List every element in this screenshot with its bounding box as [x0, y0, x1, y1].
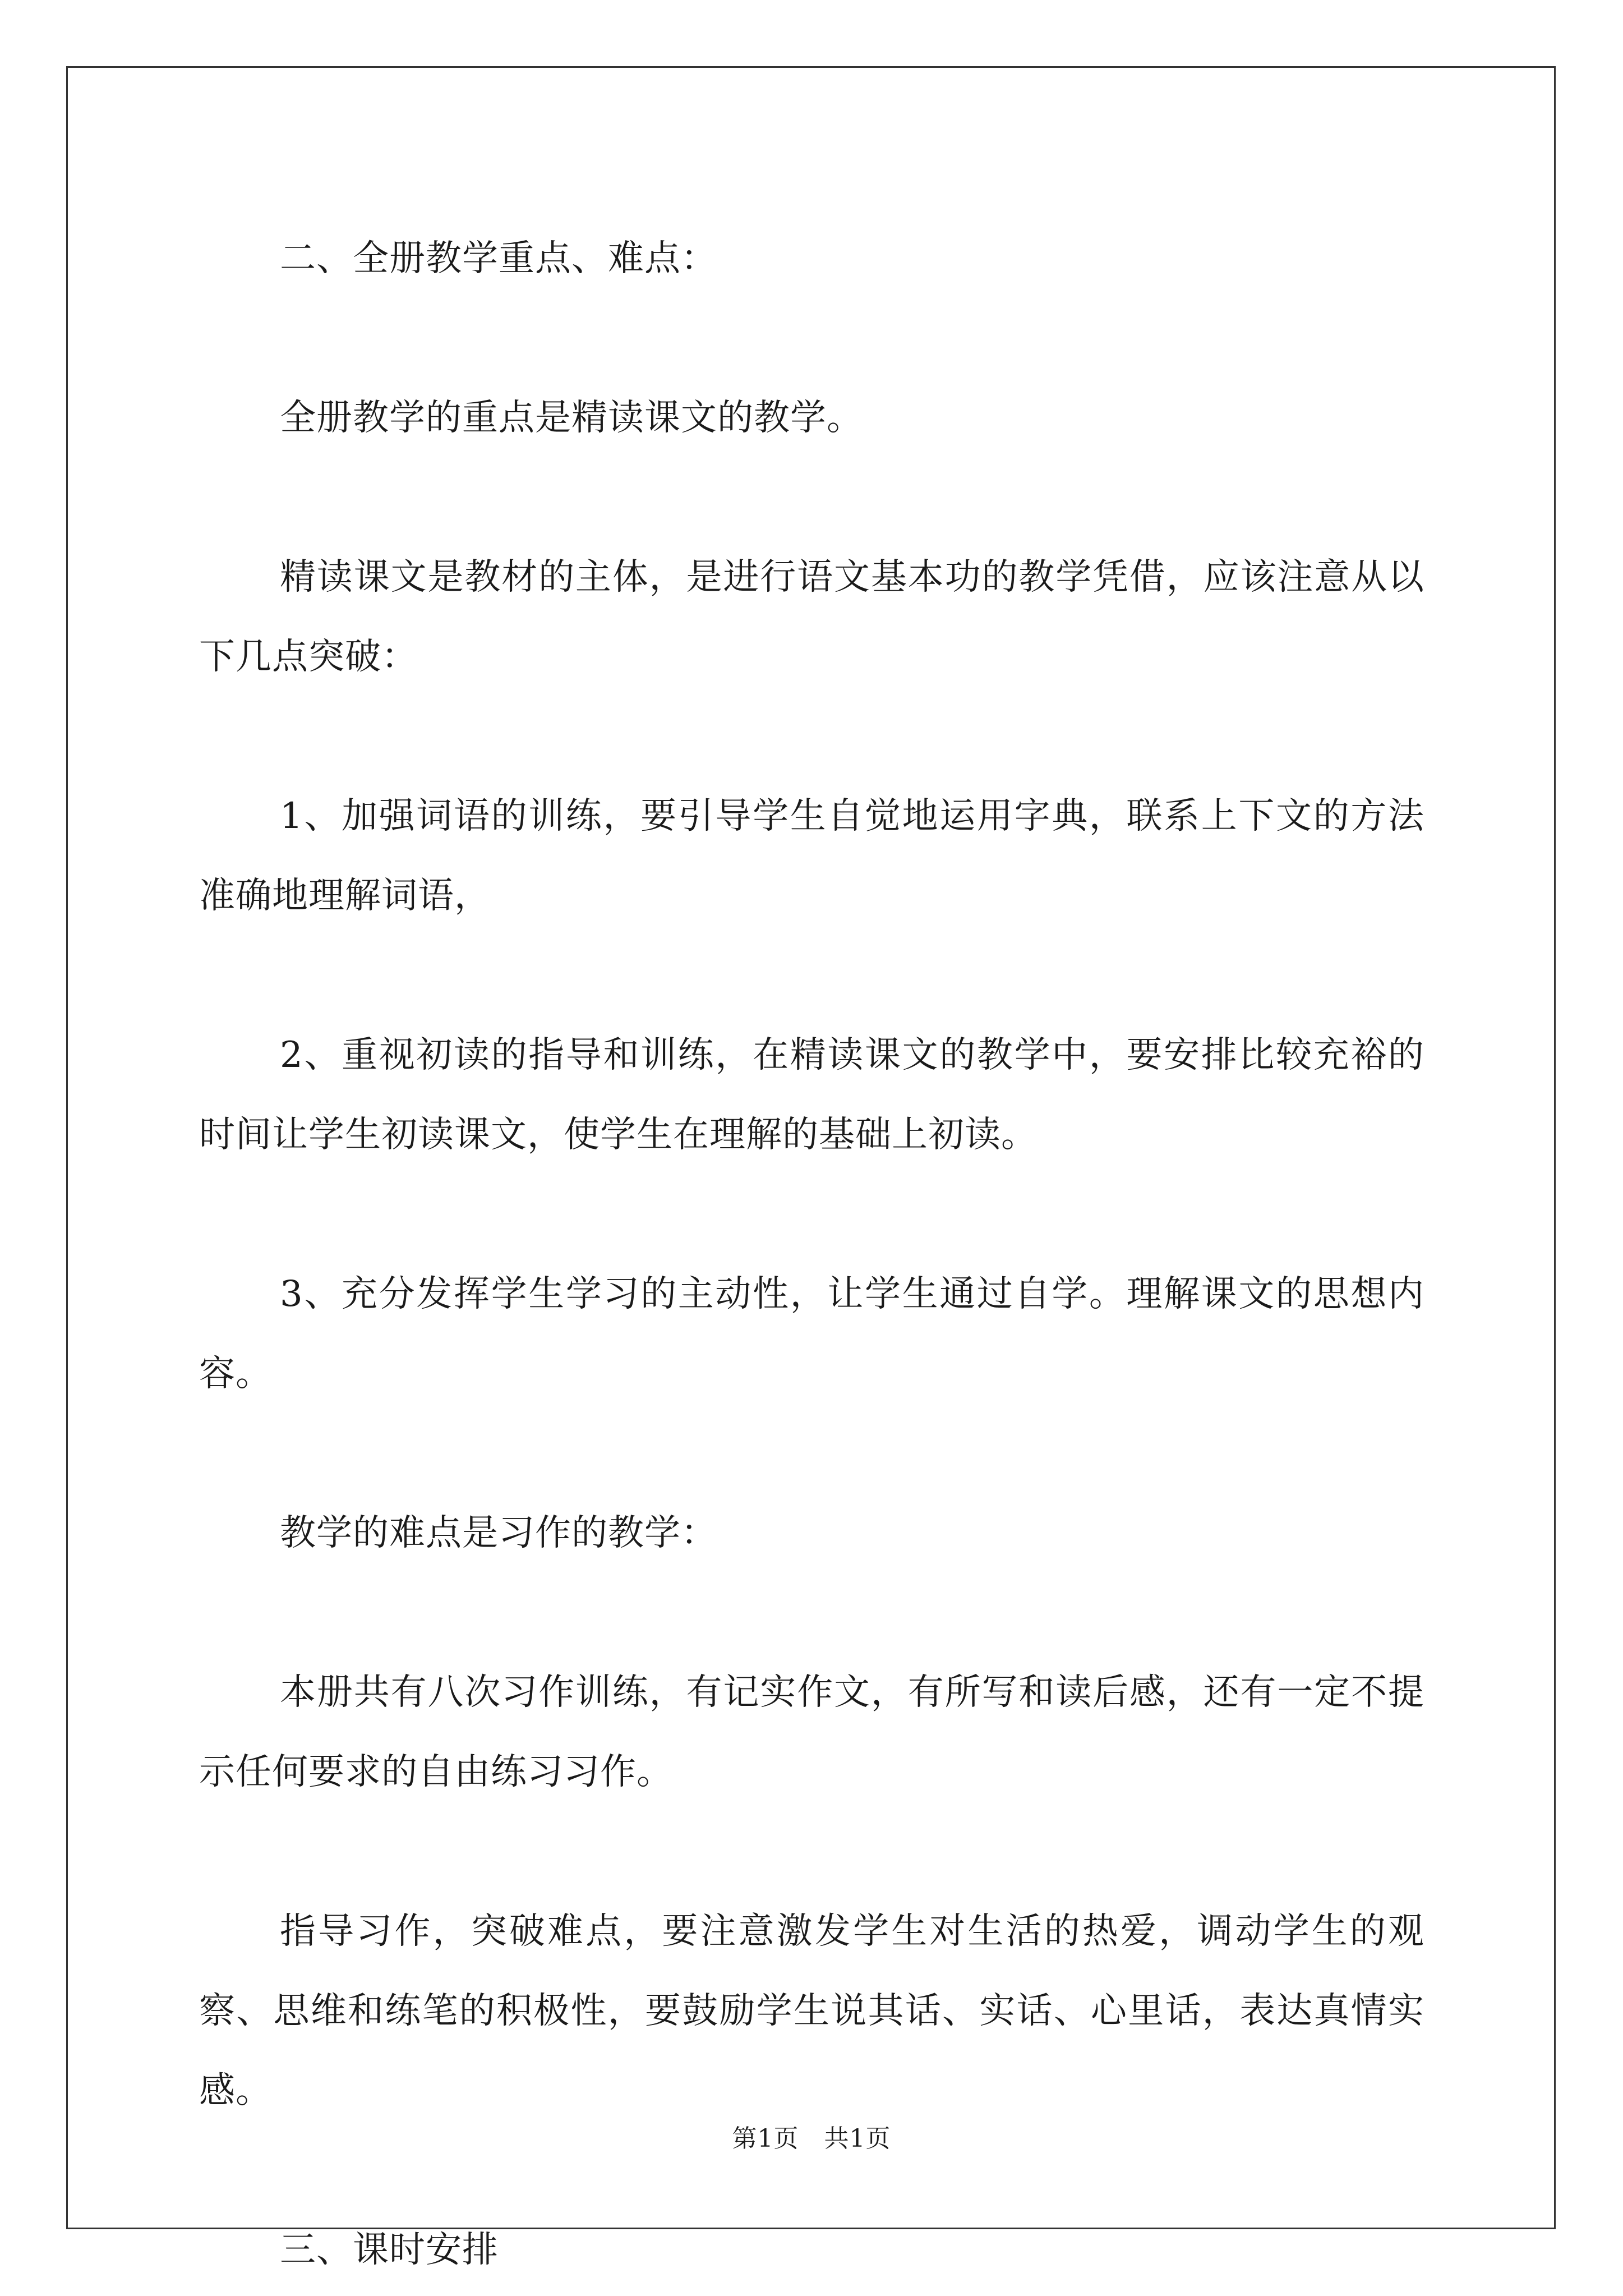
- section-heading-schedule: 三、课时安排: [280, 2229, 499, 2271]
- paragraph: 精读课文是教材的主体，是进行语文基本功的教学凭借，应该注意从以下几点突破：: [199, 556, 1424, 678]
- paragraph: 本册共有八次习作训练，有记实作文，有所写和读后感，还有一定不提示任何要求的自由练习习作。: [199, 1672, 1424, 1793]
- paragraph: 全册教学的重点是精读课文的教学。: [280, 397, 863, 439]
- document-body: [199, 219, 1424, 2290]
- page-number-footer: 第1页 共1页: [732, 2124, 891, 2153]
- paragraph: 指导习作，突破难点，要注意激发学生对生活的热爱，调动学生的观察、思维和练笔的积极性，要鼓励学生说其话、实话、心里话，表达真情实感。: [199, 1911, 1424, 2111]
- paragraph: 教学的难点是习作的教学：: [280, 1512, 717, 1554]
- list-item: 3、充分发挥学生学习的主动性，让学生通过自学。理解课文的思想内容。: [199, 1273, 1424, 1395]
- list-item: 2、重视初读的指导和训练，在精读课文的教学中，要安排比较充裕的时间让学生初读课文，使学生在理解的基础上初读。: [199, 1034, 1424, 1156]
- list-item: 1、加强词语的训练，要引导学生自觉地运用字典，联系上下文的方法准确地理解词语，: [199, 795, 1424, 917]
- section-heading-key-points: 二、全册教学重点、难点：: [280, 238, 717, 279]
